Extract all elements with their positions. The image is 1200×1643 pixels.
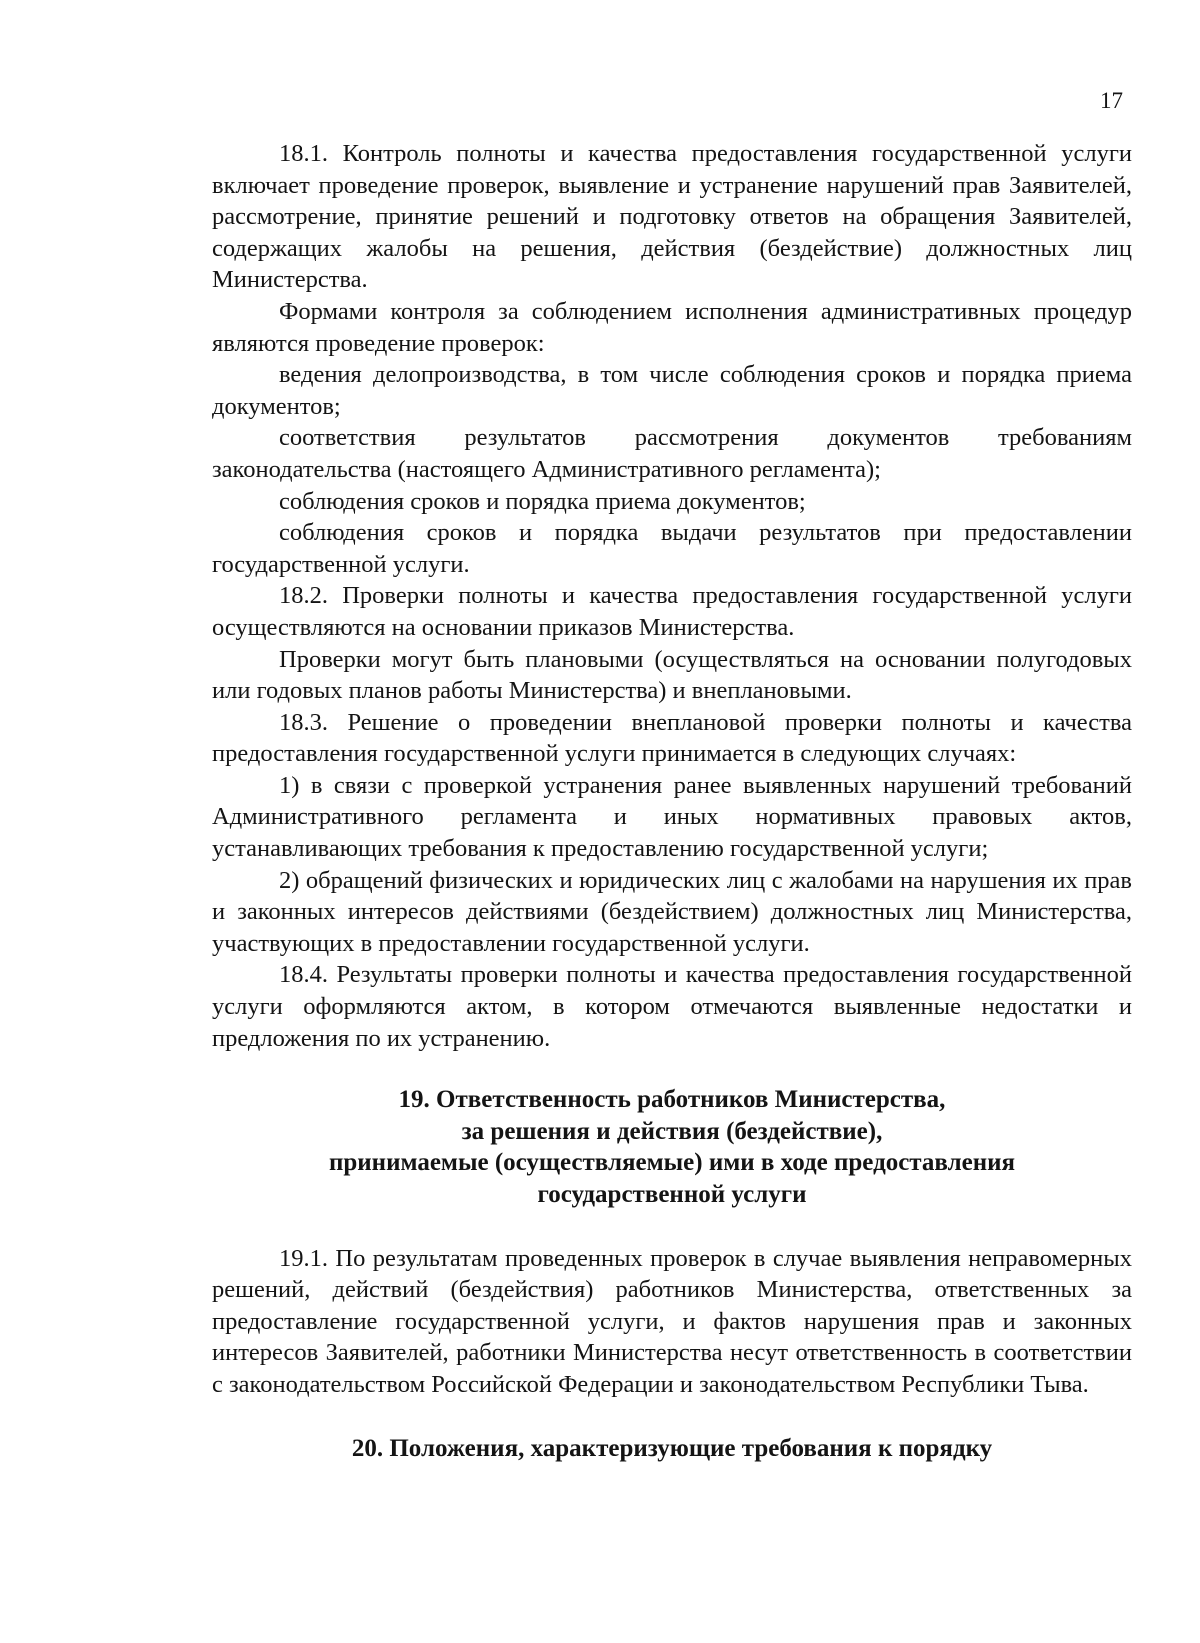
paragraph-18-2: 18.2. Проверки полноты и качества предоставления государственной услуги осуществляются на основании приказов Министерства. [212, 582, 1132, 641]
section-19-heading-line: за решения и действия (бездействие), [461, 1117, 883, 1145]
paragraph-case-1: 1) в связи с проверкой устранения ранее выявленных нарушений требований Административного регламента и иных нормативных правовых актов, устанавливающих требования к предоставлению государственной услуги; [212, 771, 1132, 863]
paragraph-case-2: 2) обращений физических и юридических лиц с жалобами на нарушения их прав и законных интересов действиями (бездействием) должностных лиц Министерства, участвующих в предоставлении государственной услуги. [212, 866, 1132, 957]
paragraph-scheduled-checks: Проверки могут быть плановыми (осуществляться на основании полугодовых или годовых планов работы Министерства) и внеплановыми. [212, 645, 1132, 705]
paragraph-control-forms: Формами контроля за соблюдением исполнения административных процедур являются проведение проверок: [212, 297, 1132, 357]
paragraph-acceptance-terms: соблюдения сроков и порядка приема документов; [279, 487, 806, 515]
section-19-heading [212, 1084, 1132, 1210]
paragraph-compliance: соответствия результатов рассмотрения документов требованиям законодательства (настоящего Административного регламента); [212, 424, 1132, 483]
section-19-heading-line: государственной услуги [537, 1181, 807, 1208]
section-19-heading-line: 19. Ответственность работников Министерства, [398, 1086, 946, 1114]
paragraph-recordkeeping: ведения делопроизводства, в том числе соблюдения сроков и порядка приема документов; [212, 361, 1132, 420]
paragraph-18-3: 18.3. Решение о проведении внеплановой проверки полноты и качества предоставления государственной услуги принимается в следующих случаях: [212, 708, 1132, 768]
page-number: 17 [1100, 88, 1123, 113]
paragraph-19-1: 19.1. По результатам проведенных проверок в случае выявления неправомерных решений, действий (бездействия) работников Министерства, ответственных за предоставление государственной услуги, и фактов нарушения прав и законных интересов Заявителей, работники Министерства несут ответственность в соответствии с законодательством Российской Федерации и законодательством Республики Тыва. [212, 1244, 1132, 1398]
paragraph-18-1: 18.1. Контроль полноты и качества предоставления государственной услуги включает проведение проверок, выявление и устранение нарушений прав Заявителей, рассмотрение, принятие решений и подготовку ответов на обращения Заявителей, содержащих жалобы на решения, действия (бездействие) должностных лиц Министерства. [212, 140, 1132, 294]
page-content [212, 138, 1132, 1464]
section-19-heading-line: принимаемые (осуществляемые) ими в ходе предоставления [328, 1149, 1016, 1177]
section-20-heading: 20. Положения, характеризующие требования к порядку [351, 1434, 993, 1462]
paragraph-issuance-terms: соблюдения сроков и порядка выдачи результатов при предоставлении государственной услуги. [212, 519, 1132, 578]
paragraph-18-4: 18.4. Результаты проверки полноты и качества предоставления государственной услуги оформляются актом, в котором отмечаются выявленные недостатки и предложения по их устранению. [212, 961, 1132, 1052]
